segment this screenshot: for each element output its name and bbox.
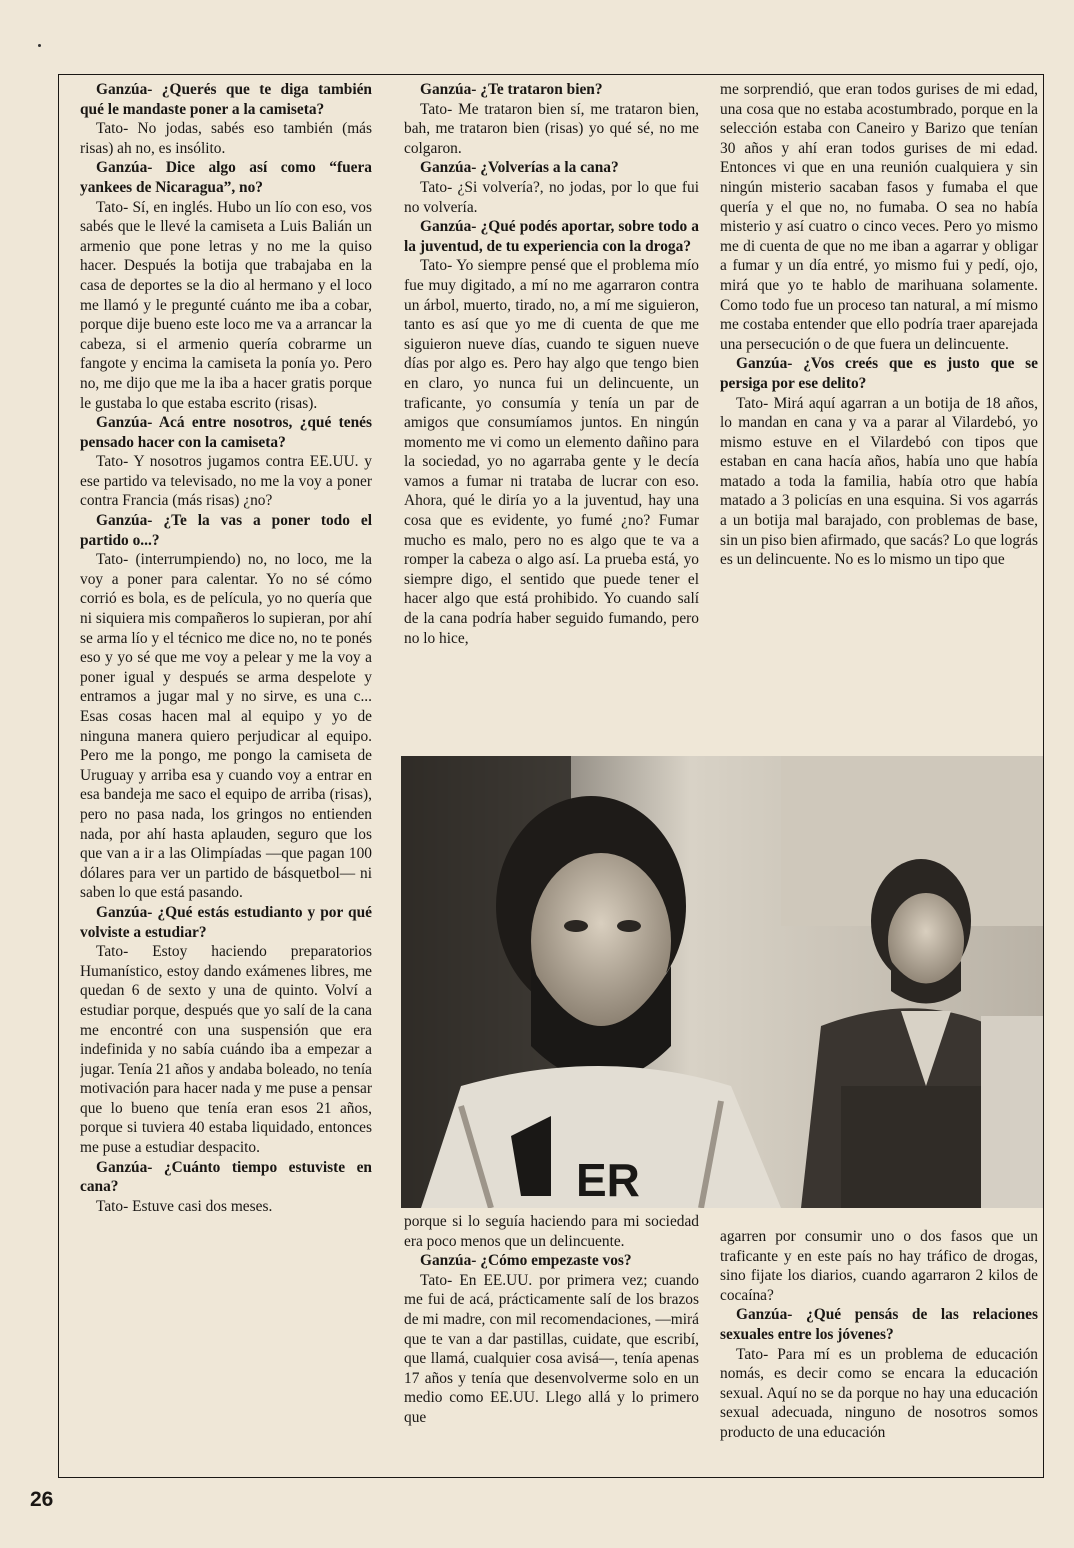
interview-question: Ganzúa- ¿Te trataron bien? — [420, 81, 603, 98]
interview-question: Ganzúa- Dice algo así como “fuera yankees de Nicaragua”, no? — [80, 159, 372, 196]
interview-answer: Tato- No jodas, sabés eso también (más risas) ah no, es insólito. — [80, 120, 372, 157]
column-2-top — [404, 80, 699, 744]
interview-question: Ganzúa- Acá entre nosotros, ¿qué tenés pensado hacer con la camiseta? — [80, 414, 372, 451]
interview-question: Ganzúa- ¿Cuánto tiempo estuviste en cana? — [80, 1158, 372, 1196]
interview-answer: Tato- Para mí es un problema de educación nomás, es decir como se encara la educación sexual. Aquí no se da porque no hay una educación sexual adecuada, ninguno de nosotros somos producto de una educación — [720, 1345, 1038, 1441]
photo-two-men-icon — [401, 756, 1043, 1208]
interview-answer: Tato- Me trataron bien sí, me trataron bien, bah, me trataron bien (risas) yo qué sé, no me colgaron. — [404, 100, 699, 157]
interview-question: Ganzúa- ¿Qué podés aportar, sobre todo a la juventud, de tu experiencia con la droga? — [404, 218, 699, 255]
page-number: 26 — [30, 1488, 54, 1511]
column-3-top — [720, 80, 1038, 744]
interview-answer: agarren por consumir uno o dos fasos que un traficante y en este país no hay tráfico de drogas, sino fijate los diarios, cuando agarraron 2 kilos de cocaína? — [720, 1228, 1038, 1304]
interview-answer: Tato- Sí, en inglés. Hubo un lío con eso, vos sabés que le llevé la camiseta a Luis Balián un armenio que pone letras y no me la quiso hacer. Después la botija que trabajaba en la casa de deportes se la dio al hermano y el loco me llamó y le pregunté cuánto me iba a cobar, porque dije bueno este loco me va a arrancar la cabeza, si el armenio quería cobrarme un fangote y encima la camiseta la ponía yo. Pero no, me dijo que me la iba a hacer gratis porque le gustaba lo que estaba escrito (risas). — [80, 198, 372, 412]
interview-question: Ganzúa- ¿Te la vas a poner todo el partido o...? — [80, 512, 372, 549]
interview-photo — [401, 756, 1043, 1208]
interview-answer: Tato- (interrumpiendo) no, no loco, me la voy a poner para calentar. Yo no sé cómo corrió es bola, es de película, yo no quería que ni siquiera mis compañeros lo supieran, por ahí se arma lío y el técnico me dice no, no te ponés eso y yo sé que me voy a pelear y me la voy a poner igual y después se arma despelote y entramos a jugar mal y no sirve, es una c... Esas cosas hacen mal al equipo y yo de ninguna manera quiero perjudicar al equipo. Pero me la pongo, me pongo la camiseta de Uruguay y arriba esa y cuando voy a entrar en esa bandeja me saco el equipo de arriba (risas), pero no pasa nada, los gringos no entienden nada, por ahí hasta aplauden, seguro que los que van a ir a las Olimpíadas —que pagan 100 dólares para ver un partido de básquetbol— ni saben lo que está pasando. — [80, 551, 372, 902]
interview-answer: Tato- Estuve casi dos meses. — [96, 1197, 273, 1215]
interview-answer: Tato- En EE.UU. por primera vez; cuando me fui de acá, prácticamente salí de los brazos de mi madre, con mil recomendaciones, —mirá que te van a dar pastillas, cuidate, que escribí, que llamá, cualquier cosa avisá—, tenía apenas 17 años y tenía que desenvolverme solo en un medio como EE.UU. Llego allá y lo primero que — [404, 1271, 699, 1426]
interview-question: Ganzúa- ¿Qué pensás de las relaciones sexuales entre los jóvenes? — [720, 1306, 1038, 1343]
interview-question: Ganzúa- ¿Querés que te diga también qué le mandaste poner a la camiseta? — [80, 81, 372, 118]
interview-question: Ganzúa- ¿Volverías a la cana? — [420, 159, 619, 177]
interview-answer: Tato- Estoy haciendo preparatorios Humanístico, estoy dando exámenes libres, me quedan 6 de sexto y una de quinto. Volví a estudiar porque, después que yo salí de la cana me encontré con una suspensión que era indefinida y no sabía cuándo iba a empezar a jugar. Tenía 21 años y andaba boleado, no tenía motivación para hacer nada y me puse a pensar que lo bueno que tenía eran esos 21 años, porque si tuviera 40 estaba liquidado, entonces me puse a estudiar despacito. — [80, 943, 372, 1157]
interview-question: Ganzúa- ¿Cómo empezaste vos? — [420, 1252, 632, 1270]
interview-answer: me sorprendió, que eran todos gurises de mi edad, una cosa que no estaba acostumbrado, porque en la selección estaba con Caneiro y Barizo que tenían 30 años y ahí eran todos gurises de mi edad. Entonces vi que en una reunión cualquiera y sin ningún misterio sacaban fasos y fumaba el que quería y el que no, no fumaba. O sea no había misterio y así cuatro o cinco veces. Pero yo mismo me di cuenta de que no me iban a agarrar y obligar a fumar y un día entré, yo mismo fui y pedí, ojo, mirá que yo te hablo de marihuana solamente. Como todo fue un proceso tan natural, a mí mismo me costaba entender que ello podría traer aparejada una persecución o de que fuera un delincuente. — [720, 81, 1038, 353]
column-1 — [80, 80, 372, 1470]
column-2-bottom — [404, 1212, 699, 1470]
interview-answer: Tato- Mirá aquí agarran a un botija de 18 años, lo mandan en cana y va a parar al Vilardebó, yo mismo estuve en el Vilardebó con tipos que estaban en cana hacía años, había uno que había matado a toda la familia, había otro que había matado a 3 policías en una esquina. Si vos agarrás a un botija mal barajado, con problemas de base, sin un piso bien afirmado, que sacás? Lo que lográs es un delincuente. No es lo mismo un tipo que — [720, 394, 1038, 569]
column-3-bottom — [720, 1227, 1038, 1470]
print-speck — [38, 44, 41, 47]
interview-answer: Tato- Yo siempre pensé que el problema mío fue muy digitado, a mí no me agarraron contra un árbol, muerto, tirado, no, a mí me siguieron, tanto es así que yo me di cuenta de que me siguieron nueve días, cuando te siguen nueve días por algo es. Pero hay algo que tengo bien en claro, yo nunca fui un delincuente, un traficante, yo consumía y tenía un par de amigos que consumíamos juntos. En ningún momento me vi como un elemento dañino para la sociedad, yo no agarraba gente y le decía vamos a fumar ni trataba de lucrar con eso. Ahora, qué le diría yo a la juventud, hay una cosa que es evidente, yo fumé ¿no? Fumar mucho es malo, pero no es algo que te va a romper la cabeza o algo así. La prueba está, yo siempre digo, el sentido que puede tener el hacer algo que está prohibido. Yo cuando salí de la cana podría haber seguido fumando, pero no lo hice, — [404, 257, 699, 647]
svg-text:ER: ER — [576, 1154, 640, 1206]
interview-question: Ganzúa- ¿Qué estás estudianto y por qué volviste a estudiar? — [80, 903, 372, 941]
interview-answer: Tato- ¿Si volvería?, no jodas, por lo que fui no volvería. — [404, 178, 699, 216]
interview-question: Ganzúa- ¿Vos creés que es justo que se persiga por ese delito? — [720, 355, 1038, 392]
interview-answer: Tato- Y nosotros jugamos contra EE.UU. y ese partido va televisado, no me la voy a poner contra Francia (más risas) ¿no? — [80, 453, 372, 510]
interview-answer: porque si lo seguía haciendo para mi sociedad era poco menos que un delincuente. — [404, 1213, 699, 1250]
